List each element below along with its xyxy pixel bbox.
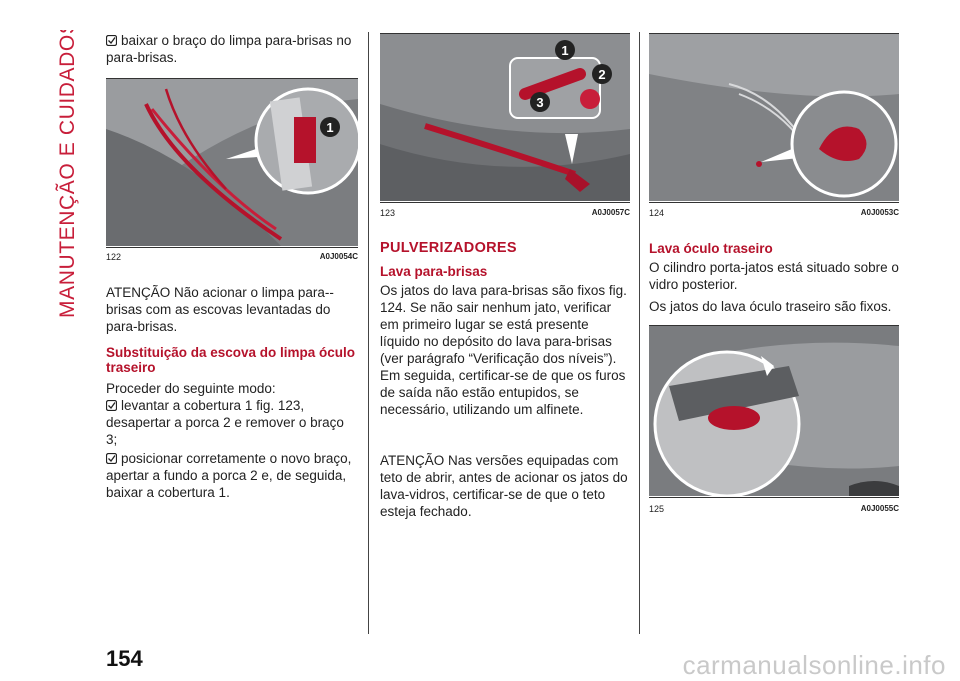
checkbox-bullet-icon (106, 35, 117, 46)
figure-number: 125 (649, 504, 665, 514)
body-paragraph: Os jatos do lava para-brisas são fixos fig. 124. Se não sair nenhum jato, verificar em primeiro lugar se está presente líquido no depósito do lava para-brisas (ver parágrafo “Verificação dos níveis”). Em seguida, certificar-se de que os furos de saída não estão entupidos, se necessário, utilizando um alfinete. (380, 283, 627, 417)
figure-bottom-rule (649, 497, 899, 498)
bullet-item (106, 450, 358, 501)
figure-code: A0J0055C (860, 504, 899, 513)
callout-2: 2 (598, 67, 606, 82)
bullet-text: levantar a cobertura 1 fig. 123, desapertar a porca 2 e remover o braço 3; (106, 398, 344, 447)
figure-caption (106, 252, 358, 264)
figure-number: 123 (380, 208, 396, 218)
column-divider (639, 32, 640, 634)
bullet-text: baixar o braço do limpa para-brisas no para-brisas. (106, 33, 352, 65)
callout-1: 1 (326, 120, 334, 135)
body-paragraph: O cilindro porta-jatos está situado sobre o vidro posterior. (649, 260, 899, 292)
figure-code: A0J0057C (591, 208, 630, 217)
checkbox-bullet-icon (106, 453, 117, 464)
figure-caption (649, 208, 899, 220)
figure-bottom-rule (649, 202, 899, 203)
bullet-item (106, 397, 358, 448)
section-heading: Substituição da escova do limpa óculo traseiro (106, 345, 356, 375)
washer-jet-illustration (649, 34, 899, 201)
callout-1: 1 (561, 43, 569, 58)
side-section-title (52, 30, 82, 320)
figure-number: 122 (106, 252, 122, 262)
warning-paragraph: ATENÇÃO Nas versões equipadas com teto de abrir, antes de acionar os jatos do lava-vidros, certificar-se de que o teto esteja fechado. (380, 453, 628, 519)
callout-3: 3 (536, 95, 544, 110)
watermark: carmanualsonline.info (682, 650, 946, 680)
checkbox-bullet-icon (106, 400, 117, 411)
body-paragraph: Os jatos do lava óculo traseiro são fixos. (649, 299, 892, 314)
figure-bottom-rule (380, 202, 630, 203)
bullet-item (106, 32, 358, 66)
figure-125 (649, 326, 899, 496)
subheading: Lava para-brisas (380, 264, 488, 279)
rear-washer-illustration (649, 326, 899, 496)
figure-124 (649, 34, 899, 201)
figure-code: A0J0054C (319, 252, 358, 261)
intro-text: Proceder do seguinte modo: (106, 381, 276, 396)
bullet-text: posicionar corretamente o novo braço, apertar a fundo a porca 2 e, de seguida, baixar a cobertura 1. (106, 451, 352, 500)
figure-caption (649, 504, 899, 516)
column-divider (368, 32, 369, 634)
wiper-arm-illustration (106, 79, 358, 246)
side-title-text: MANUTENÇÃO E CUIDADOS (56, 30, 79, 318)
section-title: PULVERIZADORES (380, 240, 517, 256)
figure-123 (380, 34, 630, 201)
rear-wiper-illustration (380, 34, 630, 201)
figure-number: 124 (649, 208, 665, 218)
page-number: 154 (106, 646, 143, 671)
figure-code: A0J0053C (860, 208, 899, 217)
subheading: Lava óculo traseiro (649, 241, 773, 256)
figure-caption (380, 208, 630, 220)
warning-paragraph: ATENÇÃO Não acionar o limpa para--brisas com as escovas levantadas do para-brisas. (106, 285, 334, 334)
figure-bottom-rule (106, 247, 358, 248)
figure-122 (106, 79, 358, 246)
